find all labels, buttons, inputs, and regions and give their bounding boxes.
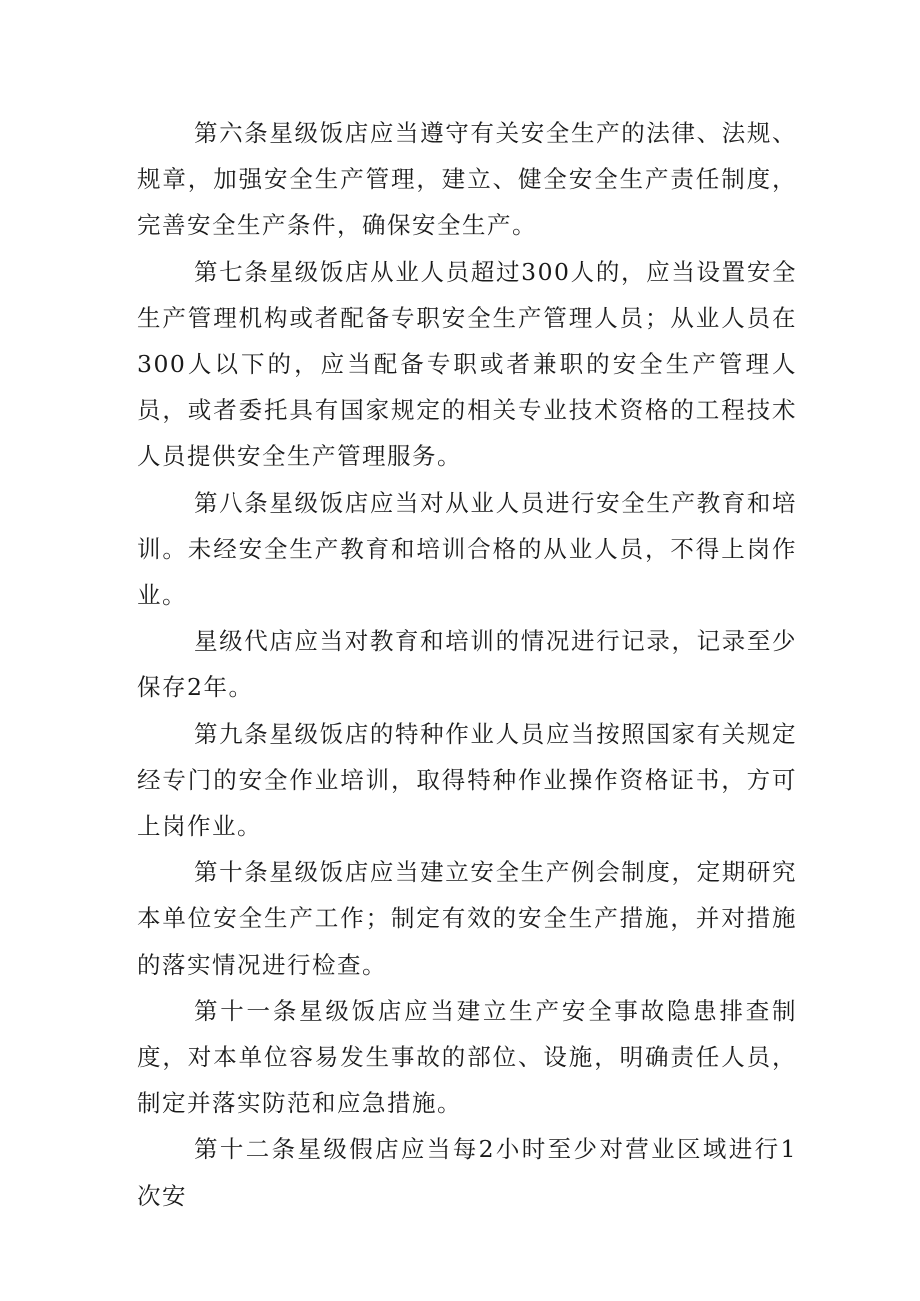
paragraph-article-6: 第六条星级饭店应当遵守有关安全生产的法律、法规、规章，加强安全生产管理，建立、健全安全生产责任制度，完善安全生产条件，确保安全生产。 <box>137 119 797 240</box>
paragraph-article-9: 第九条星级饭店的特种作业人员应当按照国家有关规定经专门的安全作业培训，取得特种作业操作资格证书，方可上岗作业。 <box>137 719 797 841</box>
paragraph-article-7: 第七条星级饭店从业人员超过300人的，应当设置安全生产管理机构或者配备专职安全生产管理人员；从业人员在300人以下的，应当配备专职或者兼职的安全生产管理人员，或者委托具有国家规定的相关专业技术资格的工程技术人员提供安全生产管理服务。 <box>137 257 797 471</box>
paragraph-article-8: 第八条星级饭店应当对从业人员进行安全生产教育和培训。未经安全生产教育和培训合格的从业人员，不得上岗作业。 <box>137 488 797 610</box>
paragraph-article-10: 第十条星级饭店应当建立安全生产例会制度，定期研究本单位安全生产工作；制定有效的安全生产措施，并对措施的落实情况进行检查。 <box>137 858 797 979</box>
paragraph-article-12: 第十二条星级假店应当每2小时至少对营业区域进行1次安 <box>137 1135 797 1210</box>
paragraph-article-11: 第十一条星级饭店应当建立生产安全事故隐患排查制度，对本单位容易发生事故的部位、设施，明确责任人员，制定并落实防范和应急措施。 <box>137 996 797 1118</box>
document-body <box>137 110 797 1219</box>
paragraph-training-records: 星级代店应当对教育和培训的情况进行记录，记录至少保存2年。 <box>137 627 797 702</box>
